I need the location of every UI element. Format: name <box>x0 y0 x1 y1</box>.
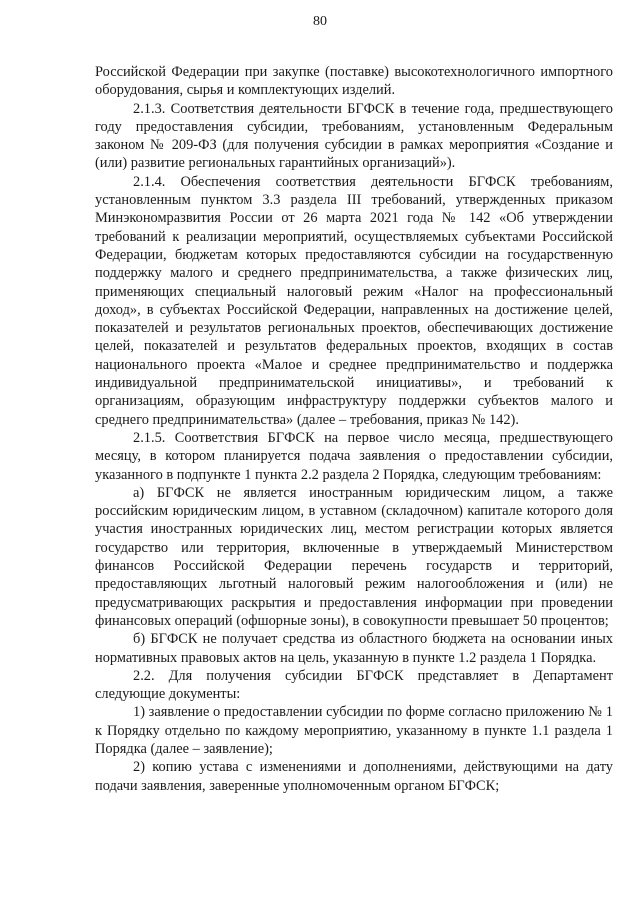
paragraph-2-1-5: 2.1.5. Соответствия БГФСК на первое число месяца, предшествующего месяцу, в котором планируется подача заявления о предоставлении субсидии, указанного в подпункте 1 пункта 2.2 раздела 2 Порядка, следующим требованиям: <box>95 429 613 483</box>
paragraph-item-a: а) БГФСК не является иностранным юридическим лицом, а также российским юридическим лицом, в уставном (складочном) капитале которого доля участия иностранных юридических лиц, местом регистрации которых является государство или территория, включенные в утверждаемый Министерством финансов Российской Федерации перечень государств и территорий, предоставляющих льготный налоговый режим налогообложения и (или) не предусматривающих раскрытия и предоставления информации при проведении финансовых операций (офшорные зоны), в совокупности превышает 50 процентов; <box>95 484 613 629</box>
paragraph-2-1-3: 2.1.3. Соответствия деятельности БГФСК в течение года, предшествующего году предоставления субсидии, требованиям, установленным Федеральным законом № 209-ФЗ (для получения субсидии в рамках мероприятия «Создание и (или) развитие региональных гарантийных организаций»). <box>95 100 613 172</box>
paragraph-item-b: б) БГФСК не получает средства из областного бюджета на основании иных нормативных правовых актов на цель, указанную в пункте 1.2 раздела 1 Порядка. <box>95 631 613 666</box>
document-body <box>95 63 613 795</box>
paragraph-document-2: 2) копию устава с изменениями и дополнениями, действующими на дату подачи заявления, заверенные уполномоченным органом БГФСК; <box>95 759 613 794</box>
paragraph-document-1: 1) заявление о предоставлении субсидии по форме согласно приложению № 1 к Порядку отдельно по каждому мероприятию, указанному в пункте 1.1 раздела 1 Порядка (далее – заявление); <box>95 704 613 757</box>
page-number: 80 <box>313 14 327 29</box>
paragraph-2-1-4: 2.1.4. Обеспечения соответствия деятельности БГФСК требованиям, установленным пунктом 3.3 раздела III требований, утвержденных приказом Минэкономразвития России от 26 марта 2021 года № 142 «Об утверждении требований к реализации мероприятий, осуществляемых субъектами Российской Федерации, бюджетам которых предоставляются субсидии на государственную поддержку малого и среднего предпринимательства, а также физических лиц, применяющих специальный налоговый режим «Налог на профессиональный доход», в субъектах Российской Федерации, направленных на достижение целей, показателей и результатов региональных проектов, обеспечивающих достижение целей, показателей и результатов федеральных проектов, входящих в состав национального проекта «Малое и среднее предпринимательство и поддержка индивидуальной предпринимательской инициативы», и требований к организациям, образующим инфраструктуру поддержки субъектов малого и среднего предпринимательства» (далее – требования, приказ № 142). <box>95 173 613 428</box>
paragraph-2-2: 2.2. Для получения субсидии БГФСК представляет в Департамент следующие документы: <box>95 667 613 703</box>
paragraph-continuation: Российской Федерации при закупке (поставке) высокотехнологичного импортного оборудования, сырья и комплектующих изделий. <box>95 64 613 99</box>
